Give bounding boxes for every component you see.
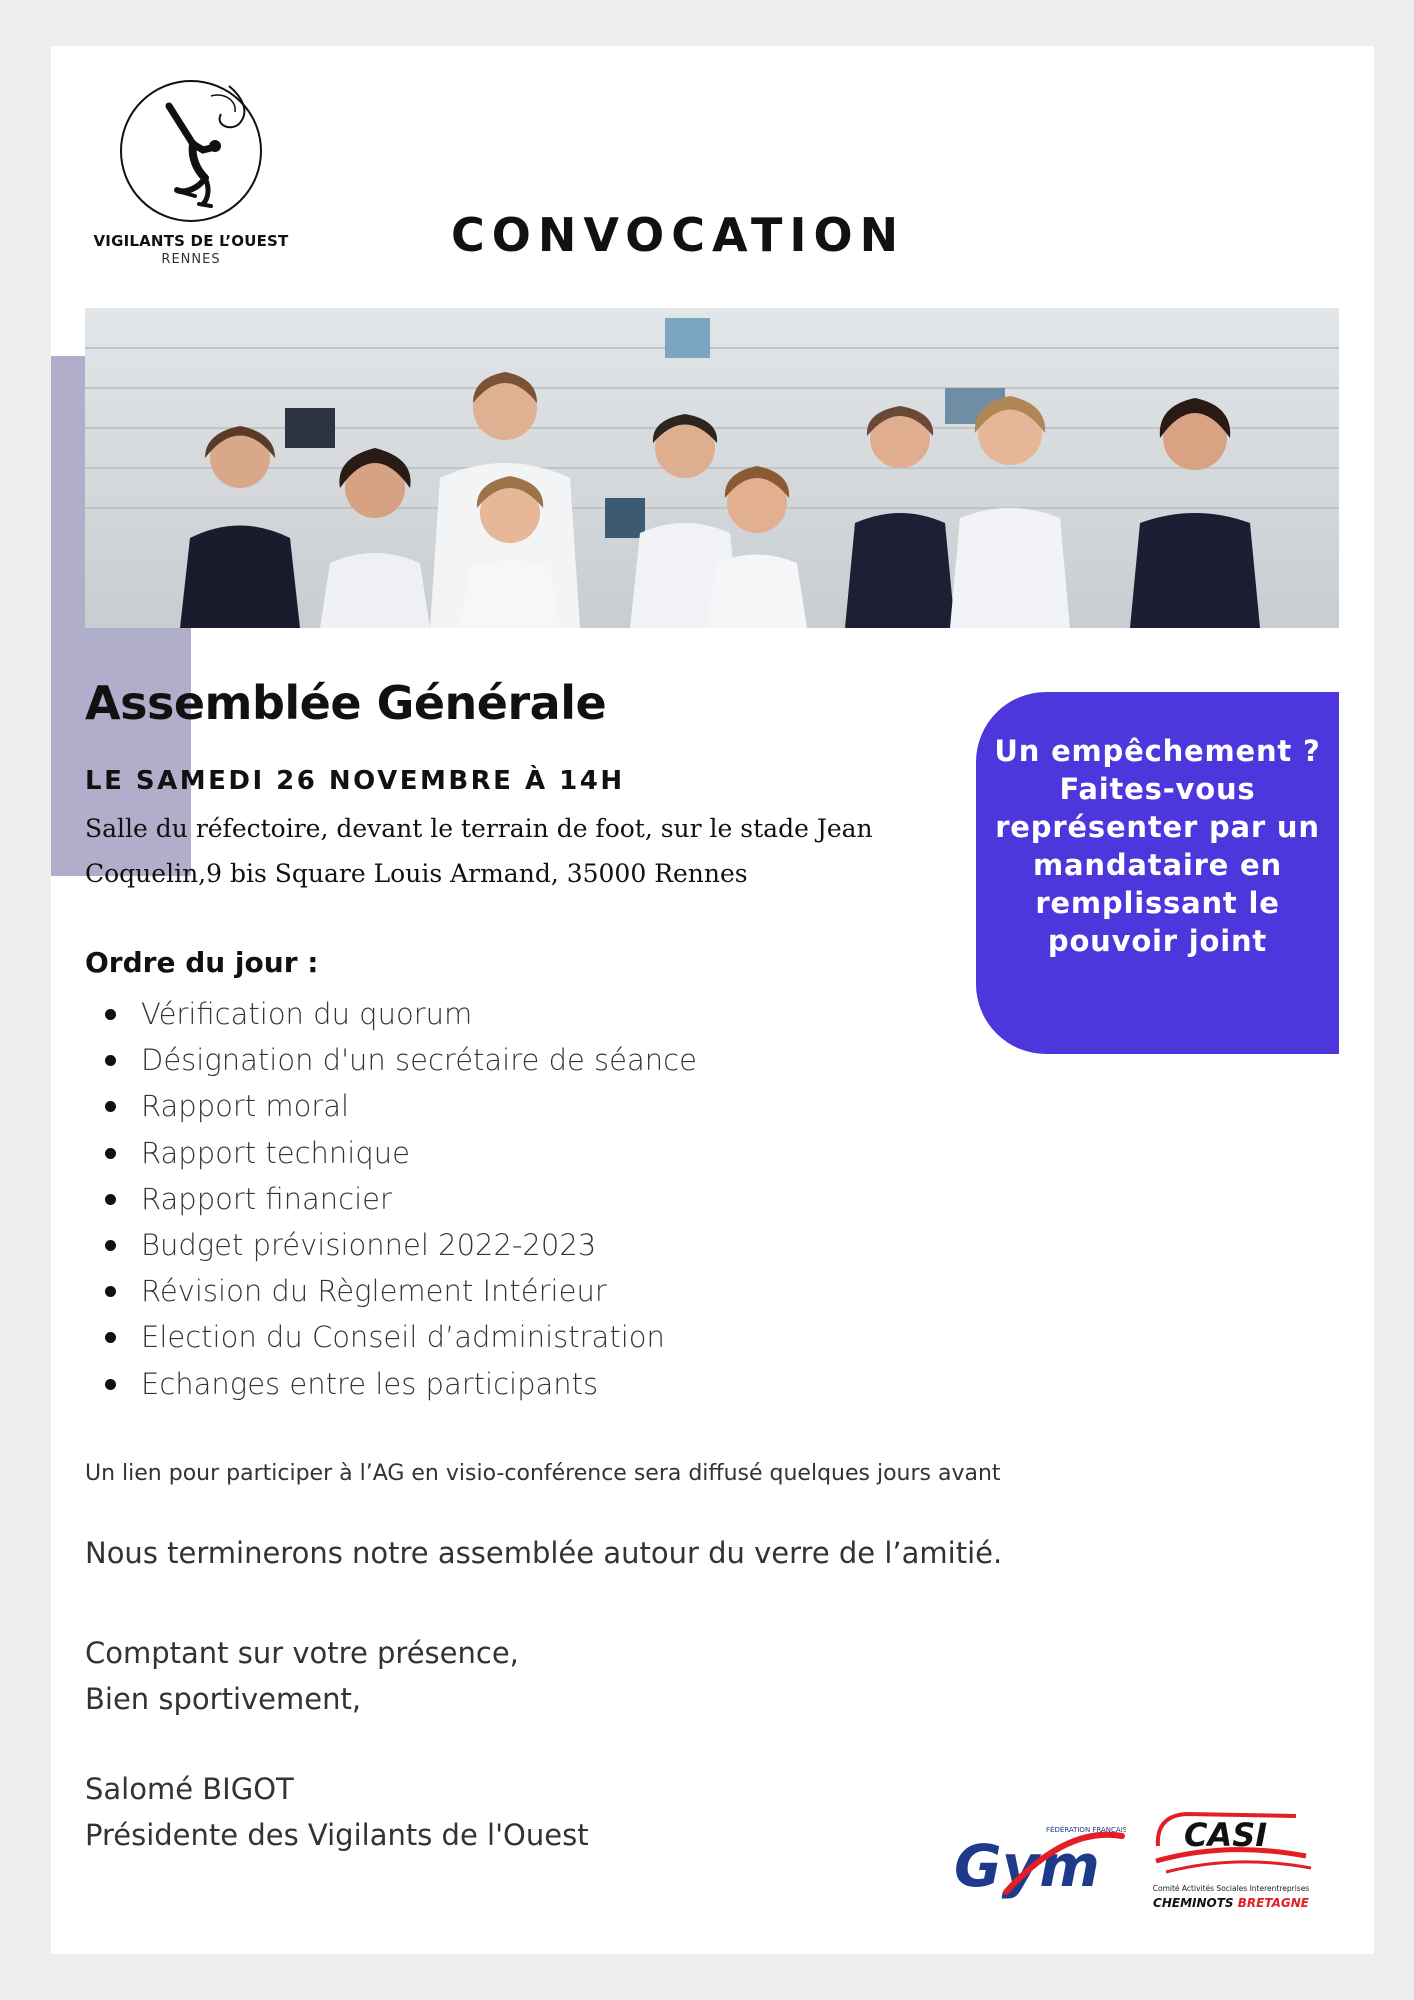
ffgym-top-text: FÉDÉRATION FRANÇAISE (1046, 1826, 1126, 1834)
agenda-item (85, 1083, 697, 1129)
casi-logo (1146, 1806, 1316, 1916)
ffgym-logo (946, 1806, 1126, 1906)
casi-region (1146, 1896, 1316, 1910)
bullet-icon (105, 1055, 116, 1066)
team-photo (85, 308, 1339, 628)
agenda-item-label: Rapport financier (141, 1181, 392, 1216)
agenda-item (85, 1037, 697, 1083)
document-page (51, 46, 1374, 1954)
agenda-item-label: Budget prévisionnel 2022-2023 (141, 1227, 597, 1262)
sign-off-line-2: Bien sportivement, (85, 1682, 362, 1716)
agenda-item (85, 1176, 697, 1222)
bullet-icon (105, 1101, 116, 1112)
signature-name: Salomé BIGOT (85, 1772, 294, 1806)
casi-region-b: BRETAGNE (1237, 1896, 1309, 1910)
agenda-item-label: Election du Conseil d’administration (141, 1320, 665, 1355)
agenda-list (85, 991, 697, 1407)
agenda-item-label: Révision du Règlement Intérieur (141, 1274, 607, 1309)
bullet-icon (105, 1286, 116, 1297)
agenda-title: Ordre du jour : (85, 946, 319, 979)
signature-role: Présidente des Vigilants de l'Ouest (85, 1818, 589, 1852)
bullet-icon (105, 1332, 116, 1343)
bullet-icon (105, 1379, 116, 1390)
heading-assemblee-generale: Assemblée Générale (85, 676, 607, 730)
agenda-item-label: Rapport moral (141, 1089, 350, 1124)
agenda-item-label: Rapport technique (141, 1135, 410, 1170)
casi-word: CASI (1184, 1816, 1268, 1854)
closing-sentence: Nous terminerons notre assemblée autour du verre de l’amitié. (85, 1536, 1003, 1570)
agenda-item-label: Vérification du quorum (141, 997, 473, 1031)
club-name: VIGILANTS DE L’OUEST (93, 232, 289, 250)
agenda-item (85, 1268, 697, 1314)
sign-off-line-1: Comptant sur votre présence, (85, 1636, 519, 1670)
ffgym-logo-icon (946, 1806, 1126, 1906)
club-logo (91, 66, 291, 326)
agenda-item (85, 1130, 697, 1176)
agenda-item-label: Désignation d'un secrétaire de séance (141, 1043, 697, 1078)
casi-subtitle: Comité Activités Sociales Interentreprises (1152, 1884, 1310, 1893)
agenda-item (85, 1314, 697, 1360)
agenda-item-label: Echanges entre les participants (141, 1366, 599, 1401)
casi-logo-icon (1146, 1806, 1316, 1886)
bullet-icon (105, 1194, 116, 1205)
visio-link-note: Un lien pour participer à l’AG en visio-conférence sera diffusé quelques jours avant (85, 1461, 1001, 1486)
page-title: CONVOCATION (451, 208, 906, 262)
bullet-icon (105, 1148, 116, 1159)
gymnast-logo-icon (111, 66, 271, 226)
bullet-icon (105, 1240, 116, 1251)
club-city: RENNES (161, 252, 221, 267)
bullet-icon (105, 1009, 116, 1020)
casi-region-a: CHEMINOTS (1153, 1896, 1234, 1910)
proxy-callout: Un empêchement ? Faites-vous représenter par un mandataire en remplissant le pouvoir joint (976, 692, 1339, 1054)
event-date: LE SAMEDI 26 NOVEMBRE À 14H (85, 766, 625, 796)
agenda-item (85, 1361, 697, 1407)
event-address: Salle du réfectoire, devant le terrain de foot, sur le stade Jean Coquelin,9 bis Square Louis Armand, 35000 Rennes (85, 814, 873, 888)
agenda-item (85, 991, 697, 1037)
team-photo-illustration (85, 308, 1339, 628)
agenda-item (85, 1222, 697, 1268)
ffgym-word: Gym (954, 1832, 1100, 1900)
